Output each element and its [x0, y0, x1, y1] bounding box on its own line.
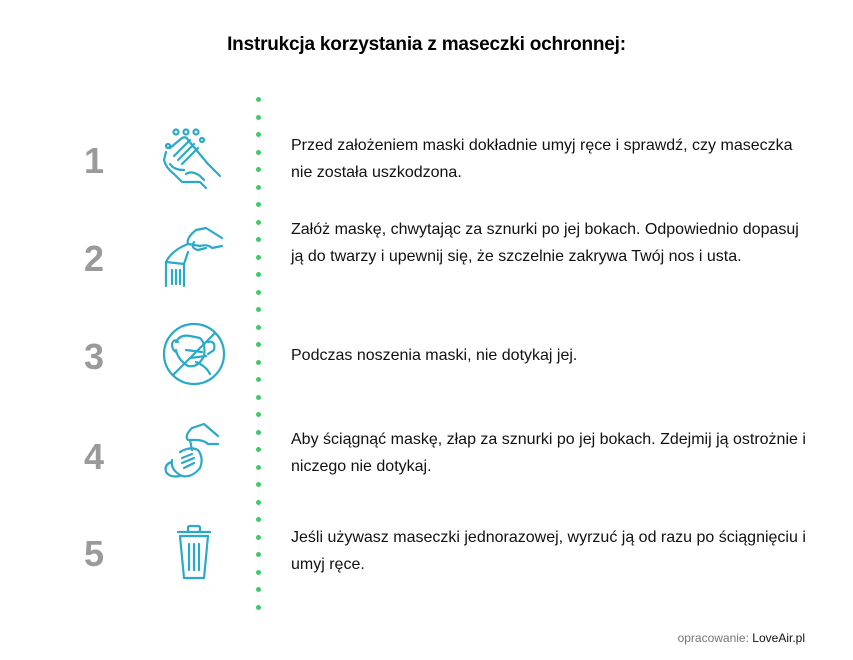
divider-dot [256, 97, 261, 102]
divider-dot [256, 447, 261, 452]
step-number: 1 [83, 140, 105, 181]
divider-dot [256, 377, 261, 382]
divider-dot [256, 202, 261, 207]
step-number: 3 [83, 336, 105, 377]
divider-dot [256, 552, 261, 557]
divider-dot [256, 605, 261, 610]
divider-dot [256, 290, 261, 295]
divider-dot [256, 167, 261, 172]
divider-dot [256, 360, 261, 365]
divider-dot [256, 115, 261, 120]
put-on-mask-icon [160, 222, 228, 290]
divider-dot [256, 150, 261, 155]
step-text: Aby ściągnąć maskę, złap za sznurki po jej bokach. Zdejmij ją ostrożnie i niczego nie dotykaj. [291, 431, 806, 475]
step-text: Jeśli używasz maseczki jednorazowej, wyrzuć ją od razu po ściągnięciu i umyj ręce. [291, 529, 806, 573]
no-touch-mask-icon [160, 320, 228, 388]
divider-dot [256, 307, 261, 312]
divider-dot [256, 412, 261, 417]
divider-dot [256, 342, 261, 347]
divider-dot [256, 465, 261, 470]
divider-dot [256, 255, 261, 260]
remove-mask-icon [160, 418, 228, 486]
footer-source: LoveAir.pl [752, 631, 805, 645]
divider-dot [256, 517, 261, 522]
divider-dot [256, 535, 261, 540]
hand-washing-icon [160, 126, 228, 194]
divider-dot [256, 500, 261, 505]
step-number: 4 [83, 436, 105, 477]
step-text: Załóż maskę, chwytając za sznurki po jej bokach. Odpowiednio dopasuj ją do twarzy i upewnij się, że szczelnie zakrywa Twój nos i usta. [291, 221, 799, 265]
step-number: 2 [83, 238, 105, 279]
step-text: Przed założeniem maski dokładnie umyj ręce i sprawdź, czy maseczka nie została uszkodzona. [291, 137, 793, 181]
footer-credit [678, 631, 805, 645]
divider-dot [256, 482, 261, 487]
divider-dot [256, 430, 261, 435]
divider-dot [256, 220, 261, 225]
page-title: Instrukcja korzystania z maseczki ochronnej: [227, 34, 626, 55]
divider-dot [256, 570, 261, 575]
divider-dot [256, 237, 261, 242]
trash-bin-icon [160, 518, 228, 586]
divider-dot [256, 185, 261, 190]
step-text: Podczas noszenia maski, nie dotykaj jej. [291, 347, 578, 364]
divider-dot [256, 325, 261, 330]
footer-label: opracowanie: [677, 631, 749, 645]
step-number: 5 [83, 533, 105, 574]
divider-dot [256, 132, 261, 137]
divider-dot [256, 395, 261, 400]
divider-dot [256, 272, 261, 277]
divider-dot [256, 587, 261, 592]
